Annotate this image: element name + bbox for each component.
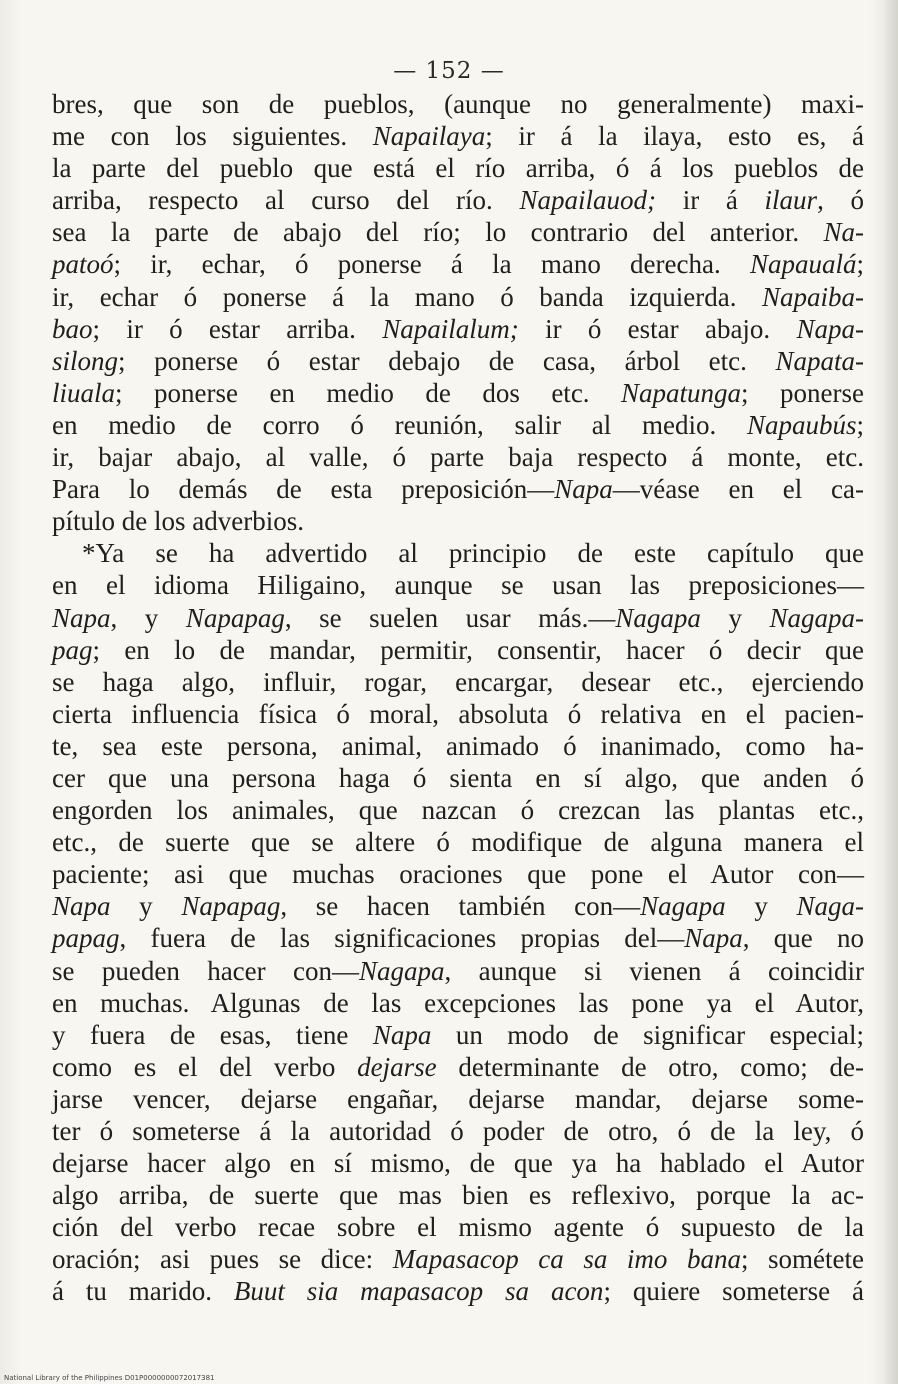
text-line — [52, 184, 864, 216]
text-run: te, sea este persona, animal, animado ó inanimado, como ha- — [52, 730, 864, 761]
text-line — [52, 248, 864, 280]
text-run: y fuera de esas, tiene — [52, 1019, 373, 1050]
italic-term: Napaualá — [749, 249, 857, 280]
text-run: cer que una persona haga ó sienta en sí algo, que anden ó — [52, 762, 864, 793]
text-run: ; — [856, 249, 864, 280]
text-line — [52, 441, 864, 473]
text-line — [52, 88, 864, 120]
italic-term: silong — [52, 345, 119, 376]
text-run: se pueden hacer con— — [52, 955, 359, 986]
text-run: en muchas. Algunas de las excepciones las pone ya el Autor, — [52, 987, 864, 1018]
text-run: jarse vencer, dejarse engañar, dejarse mandar, dejarse some- — [52, 1083, 864, 1114]
text-run: ; ir á la ilaya, esto es, á — [485, 121, 864, 152]
italic-term: Napatunga — [621, 377, 742, 408]
text-run: etc., de suerte que se altere ó modifique de alguna manera el — [52, 827, 864, 858]
italic-term: bao — [52, 313, 93, 344]
text-run: determinante de otro, como; de- — [436, 1051, 864, 1082]
italic-term: Napapag — [185, 602, 285, 633]
text-line — [52, 281, 864, 313]
italic-term: Napa — [372, 1019, 432, 1050]
italic-term: papag — [52, 923, 120, 954]
text-line — [52, 634, 864, 666]
italic-term: Na- — [823, 217, 864, 248]
text-run: ir ó estar abajo. — [518, 313, 797, 344]
text-line — [52, 1243, 864, 1275]
text-line — [52, 313, 864, 345]
text-run: y — [725, 891, 797, 922]
text-line — [52, 1275, 864, 1307]
text-run: y — [110, 891, 182, 922]
text-line — [52, 794, 864, 826]
italic-term: Napa — [52, 602, 111, 633]
text-run: *Ya se ha advertido al principio de este capítulo que — [82, 538, 864, 569]
text-line — [52, 1147, 864, 1179]
text-run: sea la parte de abajo del río; lo contrario del anterior. — [52, 217, 824, 248]
text-run: ; sométete — [740, 1244, 864, 1275]
text-run: , que no — [742, 923, 865, 954]
text-run: , se hacen también con— — [280, 891, 641, 922]
text-run: ; ponerse — [741, 377, 864, 408]
text-run: paciente; asi que muchas oraciones que pone el Autor con— — [52, 859, 864, 890]
text-run: engorden los animales, que nazcan ó crezcan las plantas etc., — [52, 795, 864, 826]
text-run: ; — [856, 409, 864, 440]
italic-term: Napailauod; — [519, 185, 656, 216]
italic-term: Napapag — [181, 891, 281, 922]
italic-term: Napaubús — [746, 409, 857, 440]
text-run: ; quiere someterse á — [603, 1276, 865, 1307]
text-line — [52, 1115, 864, 1147]
text-line — [52, 216, 864, 248]
text-line — [52, 345, 864, 377]
text-line — [52, 409, 864, 441]
text-run: algo arriba, de suerte que mas bien es reflexivo, porque la ac- — [52, 1180, 864, 1211]
text-run: ; ponerse ó estar debajo de casa, árbol etc. — [118, 345, 776, 376]
text-line — [52, 1179, 864, 1211]
text-line — [52, 602, 864, 634]
italic-term: Napaiba- — [761, 281, 864, 312]
italic-term: patoó — [52, 249, 114, 280]
scan-footer: National Library of the Philippines D01P0000000072017381 — [4, 1374, 215, 1382]
text-run: á tu marido. — [52, 1276, 234, 1307]
text-line — [52, 537, 864, 569]
italic-term: Napa — [684, 923, 743, 954]
text-run: dejarse hacer algo en sí mismo, de que ya ha hablado el Autor — [52, 1148, 864, 1179]
text-line — [52, 762, 864, 794]
text-run: ir, echar ó ponerse á la mano ó banda izquierda. — [52, 281, 762, 312]
text-run: en el idioma Hiligaino, aunque se usan las preposiciones— — [52, 570, 864, 601]
italic-term: Naga- — [796, 891, 865, 922]
text-run: arriba, respecto al curso del río. — [52, 185, 520, 216]
text-line — [52, 858, 864, 890]
text-line — [52, 987, 864, 1019]
text-run: un modo de significar especial; — [431, 1019, 864, 1050]
italic-term: Nagapa — [640, 891, 726, 922]
text-run: ir á — [656, 185, 765, 216]
italic-term: Nagapa — [615, 602, 701, 633]
italic-term: dejarse — [357, 1051, 437, 1082]
text-line — [52, 1051, 864, 1083]
text-run: y — [700, 602, 770, 633]
text-line — [52, 569, 864, 601]
text-run: se haga algo, influir, rogar, encargar, desear etc., ejerciendo — [52, 666, 864, 697]
italic-term: Napailalum; — [382, 313, 519, 344]
page-edge-shadow — [882, 0, 898, 1384]
text-line — [52, 1083, 864, 1115]
text-run: en medio de corro ó reunión, salir al medio. — [52, 409, 747, 440]
text-run: , y — [110, 602, 186, 633]
text-line — [52, 826, 864, 858]
text-run: oración; asi pues se dice: — [52, 1244, 393, 1275]
text-line — [52, 890, 864, 922]
italic-term: Napa — [554, 474, 613, 505]
text-line — [52, 955, 864, 987]
text-run: ir, bajar abajo, al valle, ó parte baja respecto á monte, etc. — [52, 442, 864, 473]
text-run: ción del verbo recae sobre el mismo agente ó supuesto de la — [52, 1212, 864, 1243]
text-run: ; en lo de mandar, permitir, consentir, hacer ó decir que — [92, 634, 864, 665]
text-run: bres, que son de pueblos, (aunque no generalmente) maxi- — [52, 89, 864, 119]
text-line — [52, 505, 864, 537]
italic-term: liuala — [52, 377, 116, 408]
text-run: ; ponerse en medio de dos etc. — [115, 377, 622, 408]
text-line — [52, 120, 864, 152]
text-run: cierta influencia física ó moral, absoluta ó relativa en el pacien- — [52, 698, 864, 729]
italic-term: Nagapa — [359, 955, 445, 986]
text-run: , aunque si vienen á coincidir — [444, 955, 864, 986]
text-line — [52, 666, 864, 698]
text-line — [52, 730, 864, 762]
italic-term: ilaur — [764, 185, 818, 216]
text-run: pítulo de los adverbios. — [52, 506, 304, 537]
text-run: la parte del pueblo que está el río arriba, ó á los pueblos de — [52, 153, 864, 184]
text-run: , fuera de las significaciones propias del— — [119, 923, 685, 954]
text-line — [52, 152, 864, 184]
text-line — [52, 1211, 864, 1243]
text-run: ; ir ó estar arriba. — [92, 313, 383, 344]
text-line — [52, 1019, 864, 1051]
italic-term: Napailaya — [372, 121, 486, 152]
text-run: —véase en el ca- — [612, 474, 864, 505]
text-line — [52, 473, 864, 505]
text-run: Para lo demás de esta preposición— — [52, 474, 555, 505]
italic-term: Napa — [52, 891, 111, 922]
text-line — [52, 922, 864, 954]
text-run: me con los siguientes. — [52, 121, 373, 152]
text-line — [52, 698, 864, 730]
italic-term: Mapasacop ca sa imo bana — [392, 1244, 741, 1275]
italic-term: Napa- — [796, 313, 864, 344]
text-line — [52, 377, 864, 409]
text-run: , ó — [817, 185, 864, 216]
italic-term: Nagapa- — [769, 602, 864, 633]
italic-term: Buut sia mapasacop sa acon — [233, 1276, 604, 1307]
text-run: ; ir, echar, ó ponerse á la mano derecha. — [113, 249, 750, 280]
page-number: — 152 — — [393, 58, 505, 84]
body-text — [52, 88, 864, 1308]
text-run: , se suelen usar más.— — [284, 602, 616, 633]
text-run: ter ó someterse á la autoridad ó poder de otro, ó de la ley, ó — [52, 1116, 864, 1146]
italic-term: Napata- — [775, 345, 864, 376]
italic-term: pag — [52, 634, 93, 665]
text-run: como es el del verbo — [52, 1051, 358, 1082]
